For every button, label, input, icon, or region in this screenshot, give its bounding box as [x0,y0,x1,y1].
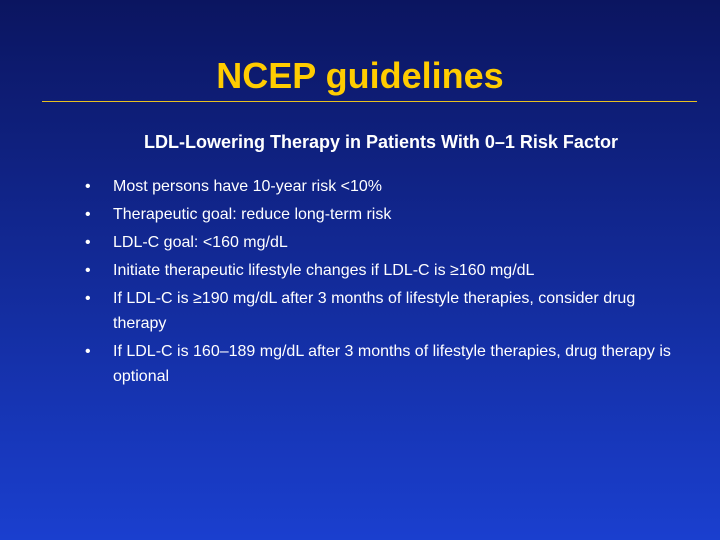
bullet-marker: • [85,234,91,251]
slide-title: NCEP guidelines [216,55,504,96]
bullet-text: If LDL-C is ≥190 mg/dL after 3 months of lifestyle therapies, consider drug therapy [113,290,636,332]
bullet-item [82,174,692,199]
bullet-text: If LDL-C is 160–189 mg/dL after 3 months of lifestyle therapies, drug therapy is optional [113,343,671,385]
bullet-marker: • [85,262,91,279]
bullet-item [82,230,692,255]
bullet-item [82,258,692,283]
bullet-marker: • [85,343,91,360]
bullet-marker: • [85,290,91,307]
bullet-text: Initiate therapeutic lifestyle changes if LDL-C is ≥160 mg/dL [113,262,535,279]
bullet-text: LDL-C goal: <160 mg/dL [113,234,288,251]
bullet-item [82,286,692,336]
bullet-item [82,339,692,389]
bullet-marker: • [85,178,91,195]
bullet-list [82,174,692,392]
slide-subtitle: LDL-Lowering Therapy in Patients With 0–1 Risk Factor [144,132,618,152]
bullet-text: Most persons have 10-year risk <10% [113,178,383,195]
bullet-marker: • [85,206,91,223]
title-divider [42,101,697,102]
bullet-text: Therapeutic goal: reduce long-term risk [113,206,392,223]
bullet-item [82,202,692,227]
